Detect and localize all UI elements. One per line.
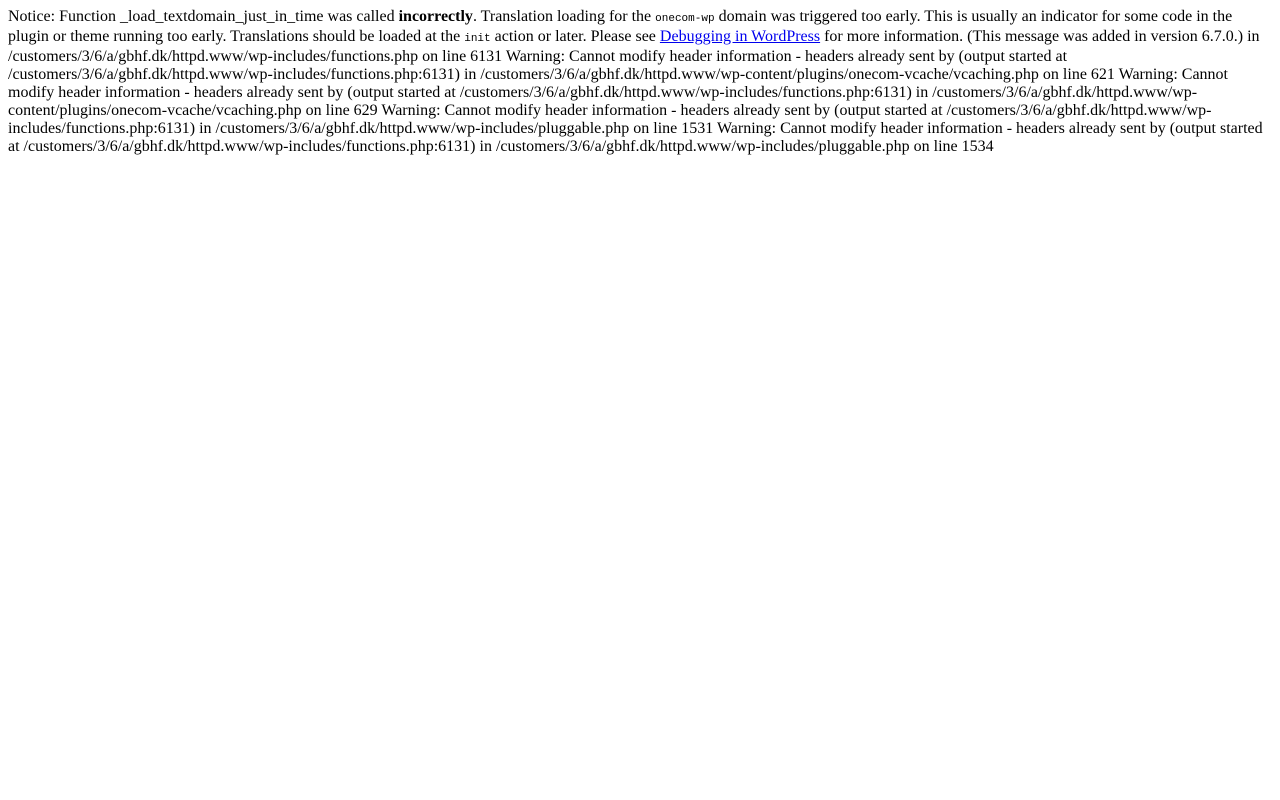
notice-emphasis-text: incorrectly	[398, 8, 473, 25]
text-domain-code: onecom-wp	[655, 13, 715, 25]
notice-prefix-text: Notice: Function _load_textdomain_just_in_time was called	[8, 8, 399, 25]
notice-text-4: for more information. (This message was added in version 6.7.0.) in /customers/3/6/a/gbhf.dk/httpd.www/wp-includes/functions.php on line 6131 Warning: Cannot modify header information - headers already sent by (output started at /customers/3/6/a/gbhf.dk/httpd.www/wp-includes/functions.php:6131) in /customers/3/6/a/gbhf.dk/httpd.www/wp-content/plugins/onecom-vcache/vcaching.php on line 621 Warning: Cannot modify header information - headers already sent by (output started at /customers/3/6/a/gbhf.dk/httpd.www/wp-includes/functions.php:6131) in /customers/3/6/a/gbhf.dk/httpd.www/wp-content/plugins/onecom-vcache/vcaching.php on line 629 Warning: Cannot modify header information - headers already sent by (output started at /customers/3/6/a/gbhf.dk/httpd.www/wp-includes/functions.php:6131) in /customers/3/6/a/gbhf.dk/httpd.www/wp-includes/pluggable.php on line 1531 Warning: Cannot modify header information - headers already sent by (output started at /customers/3/6/a/gbhf.dk/httpd.www/wp-includes/functions.php:6131) in /customers/3/6/a/gbhf.dk/httpd.www/wp-includes/pluggable.php on line 1534	[8, 28, 1263, 155]
debugging-in-wordpress-link[interactable]: Debugging in WordPress	[659, 28, 821, 45]
notice-text-3: action or later. Please see	[490, 28, 660, 45]
notice-text-2: domain was triggered too early. This is usually an indicator for some code in the plugin or theme running too early. Translations should be loaded at the	[8, 8, 1233, 45]
php-error-message	[8, 8, 1268, 156]
notice-text-1: . Translation loading for the	[472, 8, 656, 25]
action-name-code: init	[464, 33, 491, 45]
